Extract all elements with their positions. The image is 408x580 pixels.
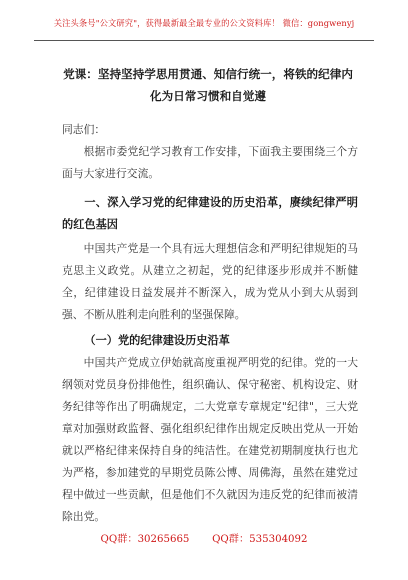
- document-title: 党课：坚持坚持学思用贯通、知信行统一，将铁的纪律内化为日常习惯和自觉遵: [63, 67, 353, 103]
- salutation: 同志们：: [62, 123, 106, 136]
- subsection-heading-1: （一）党的纪律建设历史沿革: [84, 333, 230, 347]
- section-heading-1: 一、深入学习党的纪律建设的历史沿革，赓续纪律严明的红色基因: [62, 195, 358, 231]
- subsection-paragraph-1: 中国共产党成立伊始就高度重视严明党的纪律。党的一大纲领对党员身份排他性，组织确认、保守秘密、机构设定、财务纪律等作出了明确规定，二大党章专章规定"纪律"，三大党章对加强财政监督、强化组织纪律作出规定反映出党从一开始就以严格纪律来保持自身的纯洁性。在建党初期制度执行也尤为严格，参加建党的早期党员陈公博、周佛海，虽然在建党过程中做过一些贡献，但是他们不久就因为违反党的纪律而被清除出党。: [62, 356, 358, 523]
- header-banner: 关注头条号"公文研究"，获得最新最全最专业的公文资料库！ 微信：gongwenyj: [53, 18, 355, 28]
- intro-paragraph: 根据市委党纪学习教育工作安排，下面我主要围绕三个方面与大家进行交流。: [62, 145, 358, 180]
- footer-contact: QQ群：30265665 QQ群：535304092: [100, 534, 308, 545]
- header-divider: [34, 40, 374, 41]
- section-paragraph-1: 中国共产党是一个具有远大理想信念和严明纪律规矩的马克思主义政党。从建立之初起，党的纪律逐步形成并不断健全，纪律建设日益发展并不断深入，成为党从小到大从弱到强、不断从胜利走向胜利的坚强保障。: [62, 242, 358, 321]
